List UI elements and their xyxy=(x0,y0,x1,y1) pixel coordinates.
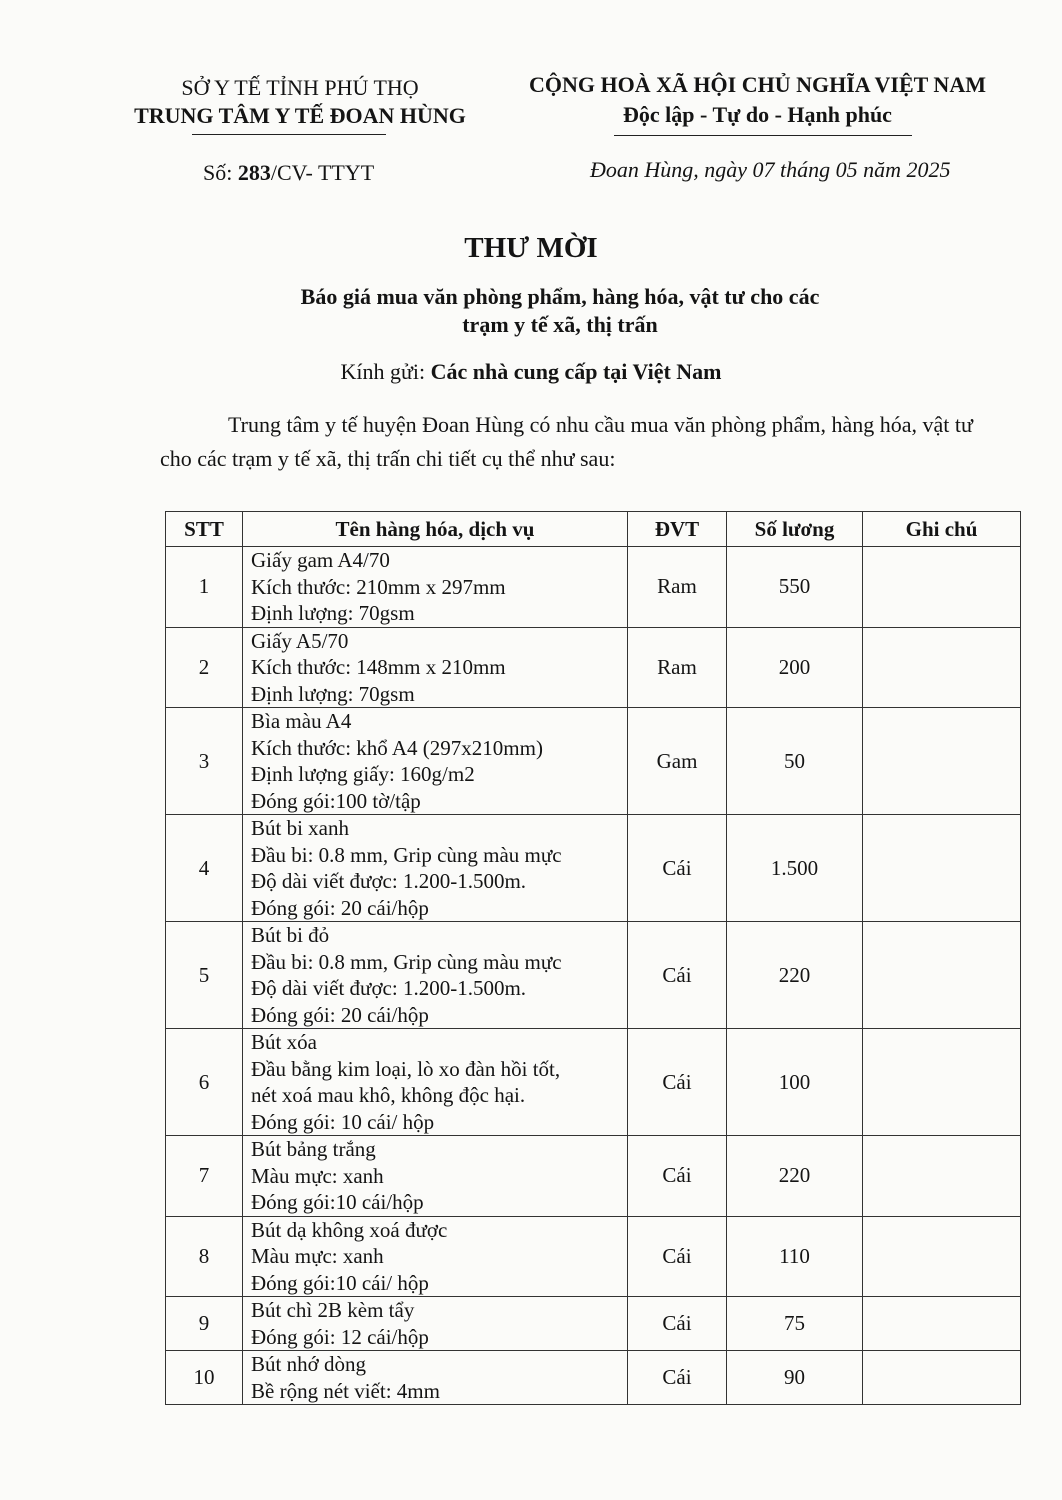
col-header-quantity: Số lương xyxy=(727,512,863,547)
desc-line: Màu mực: xanh xyxy=(251,1163,384,1188)
row-stt: 7 xyxy=(166,1136,243,1217)
desc-line: Bìa màu A4 xyxy=(251,709,352,733)
row-description xyxy=(243,1351,628,1405)
row-description xyxy=(243,1029,628,1136)
desc-line: Bút dạ không xoá được xyxy=(251,1217,448,1242)
row-unit: Ram xyxy=(628,627,727,708)
desc-line: Bề rộng nét viết: 4mm xyxy=(251,1378,440,1403)
desc-line: nét xoá mau khô, không độc hại. xyxy=(251,1083,526,1107)
row-description xyxy=(243,1136,628,1217)
table-header-row xyxy=(166,512,1021,547)
desc-line: Đóng gói:100 tờ/tập xyxy=(251,788,421,813)
table-row xyxy=(166,708,1021,815)
items-table xyxy=(165,511,1021,1405)
table-row xyxy=(166,922,1021,1029)
national-header xyxy=(500,70,1015,130)
desc-line: Bút bi đỏ xyxy=(251,923,330,947)
row-unit: Cái xyxy=(628,922,727,1029)
row-description xyxy=(243,1297,628,1351)
row-quantity: 75 xyxy=(727,1297,863,1351)
desc-line: Kích thước: 148mm x 210mm xyxy=(251,655,506,679)
desc-line: Bút xóa xyxy=(251,1030,317,1054)
row-unit: Cái xyxy=(628,815,727,922)
desc-line: Đóng gói: 10 cái/ hộp xyxy=(251,1109,435,1134)
col-header-unit: ĐVT xyxy=(628,512,727,547)
table-row xyxy=(166,1351,1021,1405)
row-description xyxy=(243,815,628,922)
doc-no: 283 xyxy=(237,160,271,185)
national-motto: Độc lập - Tự do - Hạnh phúc xyxy=(623,102,892,127)
desc-line: Đóng gói: 20 cái/hộp xyxy=(251,1002,429,1027)
row-quantity: 100 xyxy=(727,1029,863,1136)
row-unit: Ram xyxy=(628,547,727,628)
row-description xyxy=(243,547,628,628)
desc-line: Đầu bi: 0.8 mm, Grip cùng màu mực xyxy=(251,949,562,974)
row-note xyxy=(863,1351,1021,1405)
col-header-stt: STT xyxy=(166,512,243,547)
document-number xyxy=(203,160,374,186)
row-unit: Cái xyxy=(628,1351,727,1405)
row-stt: 2 xyxy=(166,627,243,708)
row-description xyxy=(243,922,628,1029)
recipient-name: Các nhà cung cấp tại Việt Nam xyxy=(430,359,722,384)
desc-line: Định lượng: 70gsm xyxy=(251,601,415,625)
desc-line: Đóng gói: 12 cái/hộp xyxy=(251,1324,429,1349)
row-note xyxy=(863,1216,1021,1297)
desc-line: Đầu bằng kim loại, lò xo đàn hồi tốt, xyxy=(251,1056,561,1081)
row-stt: 1 xyxy=(166,547,243,628)
table-row xyxy=(166,547,1021,628)
row-note xyxy=(863,1029,1021,1136)
desc-line: Độ dài viết được: 1.200-1.500m. xyxy=(251,976,527,1000)
col-header-name: Tên hàng hóa, dịch vụ xyxy=(243,512,628,547)
org-underline xyxy=(192,134,386,135)
doc-no-prefix: Số: xyxy=(203,160,238,185)
recipient-label: Kính gửi: xyxy=(340,359,431,384)
desc-line: Đầu bi: 0.8 mm, Grip cùng màu mực xyxy=(251,842,562,867)
place-date: Đoan Hùng, ngày 07 tháng 05 năm 2025 xyxy=(590,157,951,182)
row-note xyxy=(863,1297,1021,1351)
subtitle-line: trạm y tế xã, thị trấn xyxy=(462,312,658,337)
org-parent: SỞ Y TẾ TỈNH PHÚ THỌ xyxy=(181,75,419,100)
row-unit: Cái xyxy=(628,1216,727,1297)
row-stt: 4 xyxy=(166,815,243,922)
desc-line: Bút bi xanh xyxy=(251,816,349,840)
desc-line: Đóng gói:10 cái/hộp xyxy=(251,1190,424,1214)
document-subtitle xyxy=(200,283,920,339)
issuing-organization xyxy=(100,74,500,130)
row-stt: 6 xyxy=(166,1029,243,1136)
country-name: CỘNG HOÀ XÃ HỘI CHỦ NGHĨA VIỆT NAM xyxy=(529,72,986,97)
desc-line: Giấy A5/70 xyxy=(251,628,349,653)
intro-paragraph: Trung tâm y tế huyện Đoan Hùng có nhu cầu mua văn phòng phẩm, hàng hóa, vật tư cho các trạm y tế xã, thị trấn chi tiết cụ thể như sau: xyxy=(160,412,973,471)
row-unit: Gam xyxy=(628,708,727,815)
row-note xyxy=(863,1136,1021,1217)
row-quantity: 200 xyxy=(727,627,863,708)
row-note xyxy=(863,708,1021,815)
row-stt: 10 xyxy=(166,1351,243,1405)
desc-line: Giấy gam A4/70 xyxy=(251,548,390,572)
desc-line: Màu mực: xanh xyxy=(251,1244,384,1268)
row-quantity: 1.500 xyxy=(727,815,863,922)
motto-underline xyxy=(614,135,912,136)
row-unit: Cái xyxy=(628,1297,727,1351)
row-quantity: 550 xyxy=(727,547,863,628)
desc-line: Bút chì 2B kèm tẩy xyxy=(251,1298,415,1322)
row-description xyxy=(243,627,628,708)
row-quantity: 110 xyxy=(727,1216,863,1297)
desc-line: Kích thước: khổ A4 (297x210mm) xyxy=(251,735,543,760)
row-quantity: 50 xyxy=(727,708,863,815)
row-unit: Cái xyxy=(628,1136,727,1217)
document-title: THƯ MỜI xyxy=(464,232,598,264)
row-note xyxy=(863,627,1021,708)
row-quantity: 90 xyxy=(727,1351,863,1405)
desc-line: Bút bảng trắng xyxy=(251,1137,376,1161)
row-note xyxy=(863,547,1021,628)
row-description xyxy=(243,1216,628,1297)
row-stt: 9 xyxy=(166,1297,243,1351)
subtitle-line: Báo giá mua văn phòng phẩm, hàng hóa, vật tư cho các xyxy=(300,284,820,309)
table-row xyxy=(166,1136,1021,1217)
row-description xyxy=(243,708,628,815)
row-stt: 8 xyxy=(166,1216,243,1297)
row-unit: Cái xyxy=(628,1029,727,1136)
desc-line: Định lượng giấy: 160g/m2 xyxy=(251,762,475,786)
desc-line: Độ dài viết được: 1.200-1.500m. xyxy=(251,869,527,893)
table-row xyxy=(166,1216,1021,1297)
desc-line: Đóng gói:10 cái/ hộp xyxy=(251,1270,429,1295)
table-row xyxy=(166,627,1021,708)
row-quantity: 220 xyxy=(727,1136,863,1217)
desc-line: Đóng gói: 20 cái/hộp xyxy=(251,895,429,920)
desc-line: Định lượng: 70gsm xyxy=(251,681,415,706)
row-note xyxy=(863,922,1021,1029)
row-stt: 3 xyxy=(166,708,243,815)
table-row xyxy=(166,1297,1021,1351)
row-quantity: 220 xyxy=(727,922,863,1029)
org-name: TRUNG TÂM Y TẾ ĐOAN HÙNG xyxy=(134,103,466,128)
row-note xyxy=(863,815,1021,922)
row-stt: 5 xyxy=(166,922,243,1029)
table-row xyxy=(166,1029,1021,1136)
desc-line: Kích thước: 210mm x 297mm xyxy=(251,574,506,599)
col-header-note: Ghi chú xyxy=(863,512,1021,547)
table-row xyxy=(166,815,1021,922)
desc-line: Bút nhớ dòng xyxy=(251,1352,366,1376)
recipient xyxy=(0,359,1062,385)
doc-no-suffix: /CV- TTYT xyxy=(270,160,375,185)
